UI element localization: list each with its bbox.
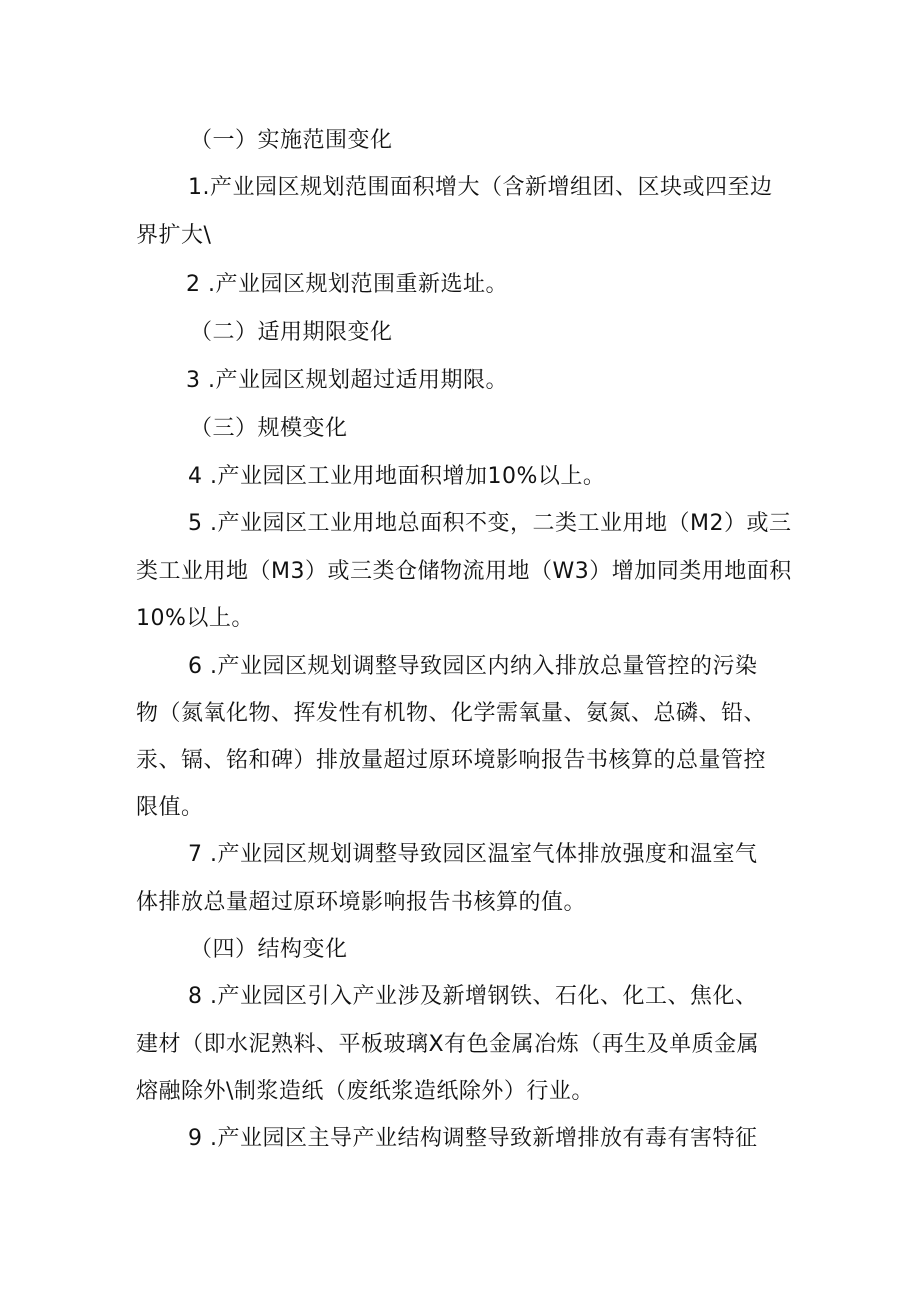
paragraph-line: 物（氮氧化物、挥发性有机物、化学需氧量、氨氮、总磷、铅、 [136,701,767,726]
paragraph-line: 5 .产业园区工业用地总面积不变，二类工业用地（M2）或三 [188,511,792,536]
paragraph-line: 熔融除外\制浆造纸（废纸浆造纸除外）行业。 [136,1079,594,1104]
paragraph-line: 3 .产业园区规划超过适用期限。 [186,368,508,393]
paragraph-line: 6 .产业园区规划调整导致园区内纳入排放总量管控的污染 [188,654,758,679]
paragraph-line: 建材（即水泥熟料、平板玻璃X有色金属冶炼（再生及单质金属 [136,1032,760,1057]
section-heading: （三）规模变化 [190,416,348,441]
paragraph-line: 7 .产业园区规划调整导致园区温室气体排放强度和温室气 [188,842,758,867]
paragraph-line: 汞、镉、铭和碑）排放量超过原环境影响报告书核算的总量管控 [136,748,767,773]
paragraph-line: 1.产业园区规划范围面积增大（含新增组团、区块或四至边 [188,175,773,200]
paragraph-line: 9 .产业园区主导产业结构调整导致新增排放有毒有害特征 [188,1126,758,1151]
section-heading: （四）结构变化 [190,937,348,962]
paragraph-line: 4 .产业园区工业用地面积增加10%以上。 [188,464,606,489]
paragraph-line: 10%以上。 [136,606,254,631]
paragraph-line: 体排放总量超过原环境影响报告书核算的值。 [136,890,587,915]
section-heading: （二）适用期限变化 [190,320,393,345]
paragraph-line: 类工业用地（M3）或三类仓储物流用地（W3）增加同类用地面积 [136,559,792,584]
section-heading: （一）实施范围变化 [190,128,393,153]
paragraph-line: 2 .产业园区规划范围重新选址。 [186,272,508,297]
paragraph-line: 界扩大\ [136,223,212,248]
paragraph-line: 限值。 [136,795,204,820]
paragraph-line: 8 .产业园区引入产业涉及新增钢铁、石化、化工、焦化、 [188,984,758,1009]
